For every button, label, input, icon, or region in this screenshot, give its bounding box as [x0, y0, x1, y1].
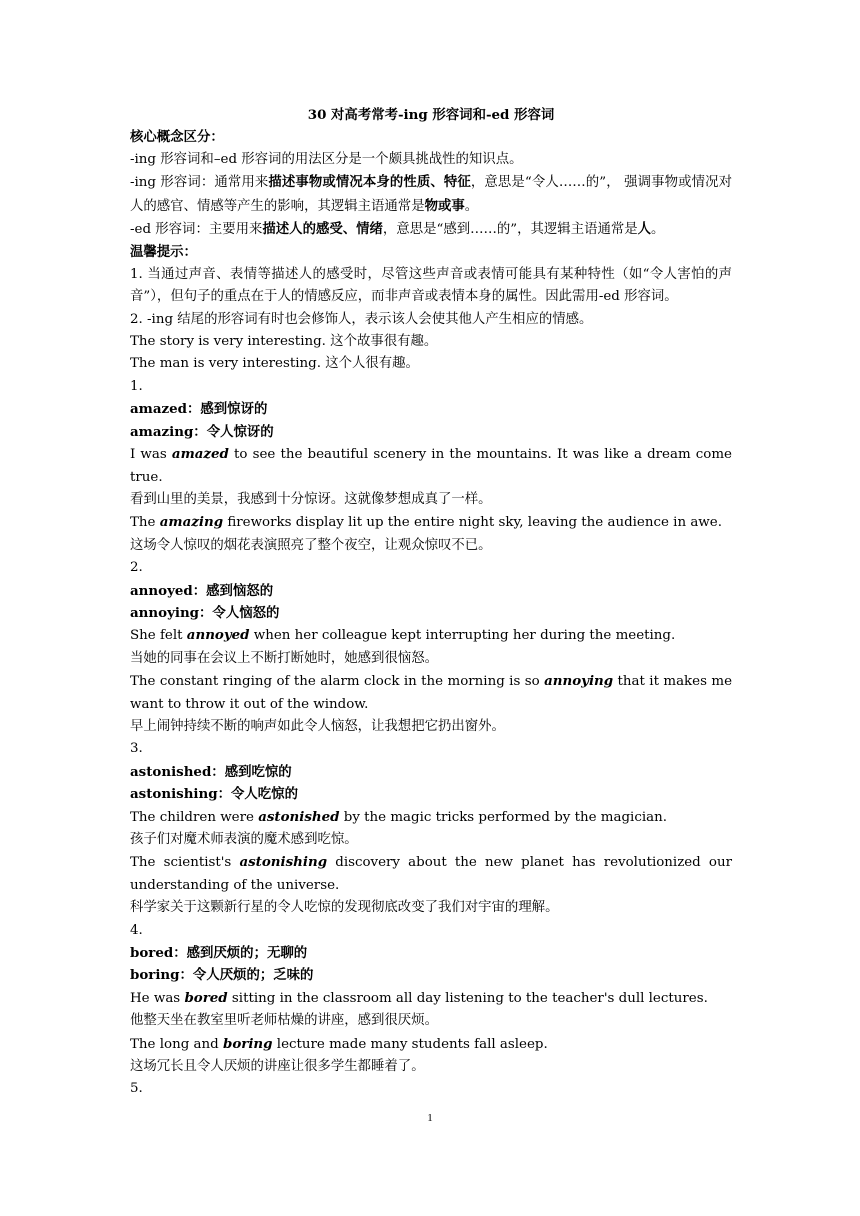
entry-number: 2.	[130, 560, 143, 576]
ed-adjective-label: annoyed：感到恼怒的	[130, 582, 274, 599]
example-translation-1: 孩子们对魔术师表演的魔术感到吃惊。	[130, 832, 358, 847]
entry-5-number: 5.	[130, 1081, 143, 1097]
example-translation-2: 这场令人惊叹的烟花表演照亮了整个夜空，让观众惊叹不已。	[130, 537, 492, 553]
tip-1: 1. 当通过声音、表情等描述人的感受时，尽管这些声音或表情可能具有某种特性（如“令人害怕的声音”），但句子的重点在于人的情感反应，而非声音或表情本身的属性。因此需用-ed 形容词。	[130, 266, 732, 305]
ed-adjective-label: astonished：感到吃惊的	[130, 763, 292, 780]
example-sentence-2: The long and boring lecture made many students fall asleep.	[130, 1035, 548, 1052]
example-translation-1: 他整天坐在教室里听老师枯燥的讲座，感到很厌烦。	[130, 1013, 438, 1029]
concept-heading: 核心概念区分：	[130, 129, 224, 146]
example-sentence-1: The children were astonished by the magic tricks performed by the magician.	[130, 808, 667, 825]
document-title: 30 对高考常考-ing 形容词和-ed 形容词	[307, 107, 555, 123]
ing-adjective-label: annoying：令人恼怒的	[130, 604, 280, 621]
ing-adjective-label: amazing：令人惊讶的	[130, 423, 274, 440]
ing-definition: -ing 形容词：通常用来描述事物或情况本身的性质、特征，意思是“令人……的”， 强调事物或情况对人的感官、情感等产生的影响，其逻辑主语通常是物或事。	[130, 174, 733, 214]
example-translation-1: 看到山里的美景，我感到十分惊讶。这就像梦想成真了一样。	[130, 491, 492, 507]
example-sentence-1: He was bored sitting in the classroom all day listening to the teacher's dull lectures.	[130, 989, 708, 1006]
example-story: The story is very interesting. 这个故事很有趣。	[130, 334, 438, 350]
document-body	[130, 104, 732, 1101]
entry-number: 3.	[130, 741, 143, 757]
tips-heading: 温馨提示：	[130, 244, 197, 261]
example-translation-2: 科学家关于这颗新行星的令人吃惊的发现彻底改变了我们对宇宙的理解。	[130, 900, 559, 916]
ing-adjective-label: boring：令人厌烦的；乏味的	[130, 967, 314, 984]
entry-2	[130, 557, 732, 738]
example-sentence-2: The constant ringing of the alarm clock in the morning is so annoying that it makes me want to throw it out of the window.	[130, 673, 732, 712]
example-translation-2: 这场冗长且令人厌烦的讲座让很多学生都睡着了。	[130, 1059, 425, 1075]
intro-text: -ing 形容词和–ed 形容词的用法区分是一个颇具挑战性的知识点。	[130, 151, 523, 167]
entry-number: 4.	[130, 922, 143, 938]
entry-4	[130, 920, 732, 1079]
example-translation-1: 当她的同事在会议上不断打断她时，她感到很恼怒。	[130, 650, 438, 666]
ed-definition: -ed 形容词：主要用来描述人的感受、情绪，意思是“感到……的”，其逻辑主语通常是人。	[130, 221, 665, 238]
tip-2: 2. -ing 结尾的形容词有时也会修饰人，表示该人会使其他人产生相应的情感。	[130, 311, 593, 327]
example-translation-2: 早上闹钟持续不断的响声如此令人恼怒，让我想把它扔出窗外。	[130, 718, 505, 734]
entry-1	[130, 376, 732, 557]
page-number: 1	[427, 1112, 433, 1124]
example-sentence-1: I was amazed to see the beautiful scenery in the mountains. It was like a dream come true.	[130, 446, 732, 485]
example-sentence-2: The scientist's astonishing discovery about the new planet has revolutionized our understanding of the universe.	[130, 854, 732, 893]
ing-adjective-label: astonishing：令人吃惊的	[130, 786, 298, 803]
example-man: The man is very interesting. 这个人很有趣。	[130, 356, 419, 372]
ed-adjective-label: amazed：感到惊讶的	[130, 401, 268, 418]
example-sentence-2: The amazing fireworks display lit up the entire night sky, leaving the audience in awe.	[130, 514, 722, 531]
ed-adjective-label: bored：感到厌烦的；无聊的	[130, 945, 308, 962]
example-sentence-1: She felt annoyed when her colleague kept interrupting her during the meeting.	[130, 627, 676, 644]
entry-3	[130, 738, 732, 919]
entry-number: 1.	[130, 378, 143, 394]
